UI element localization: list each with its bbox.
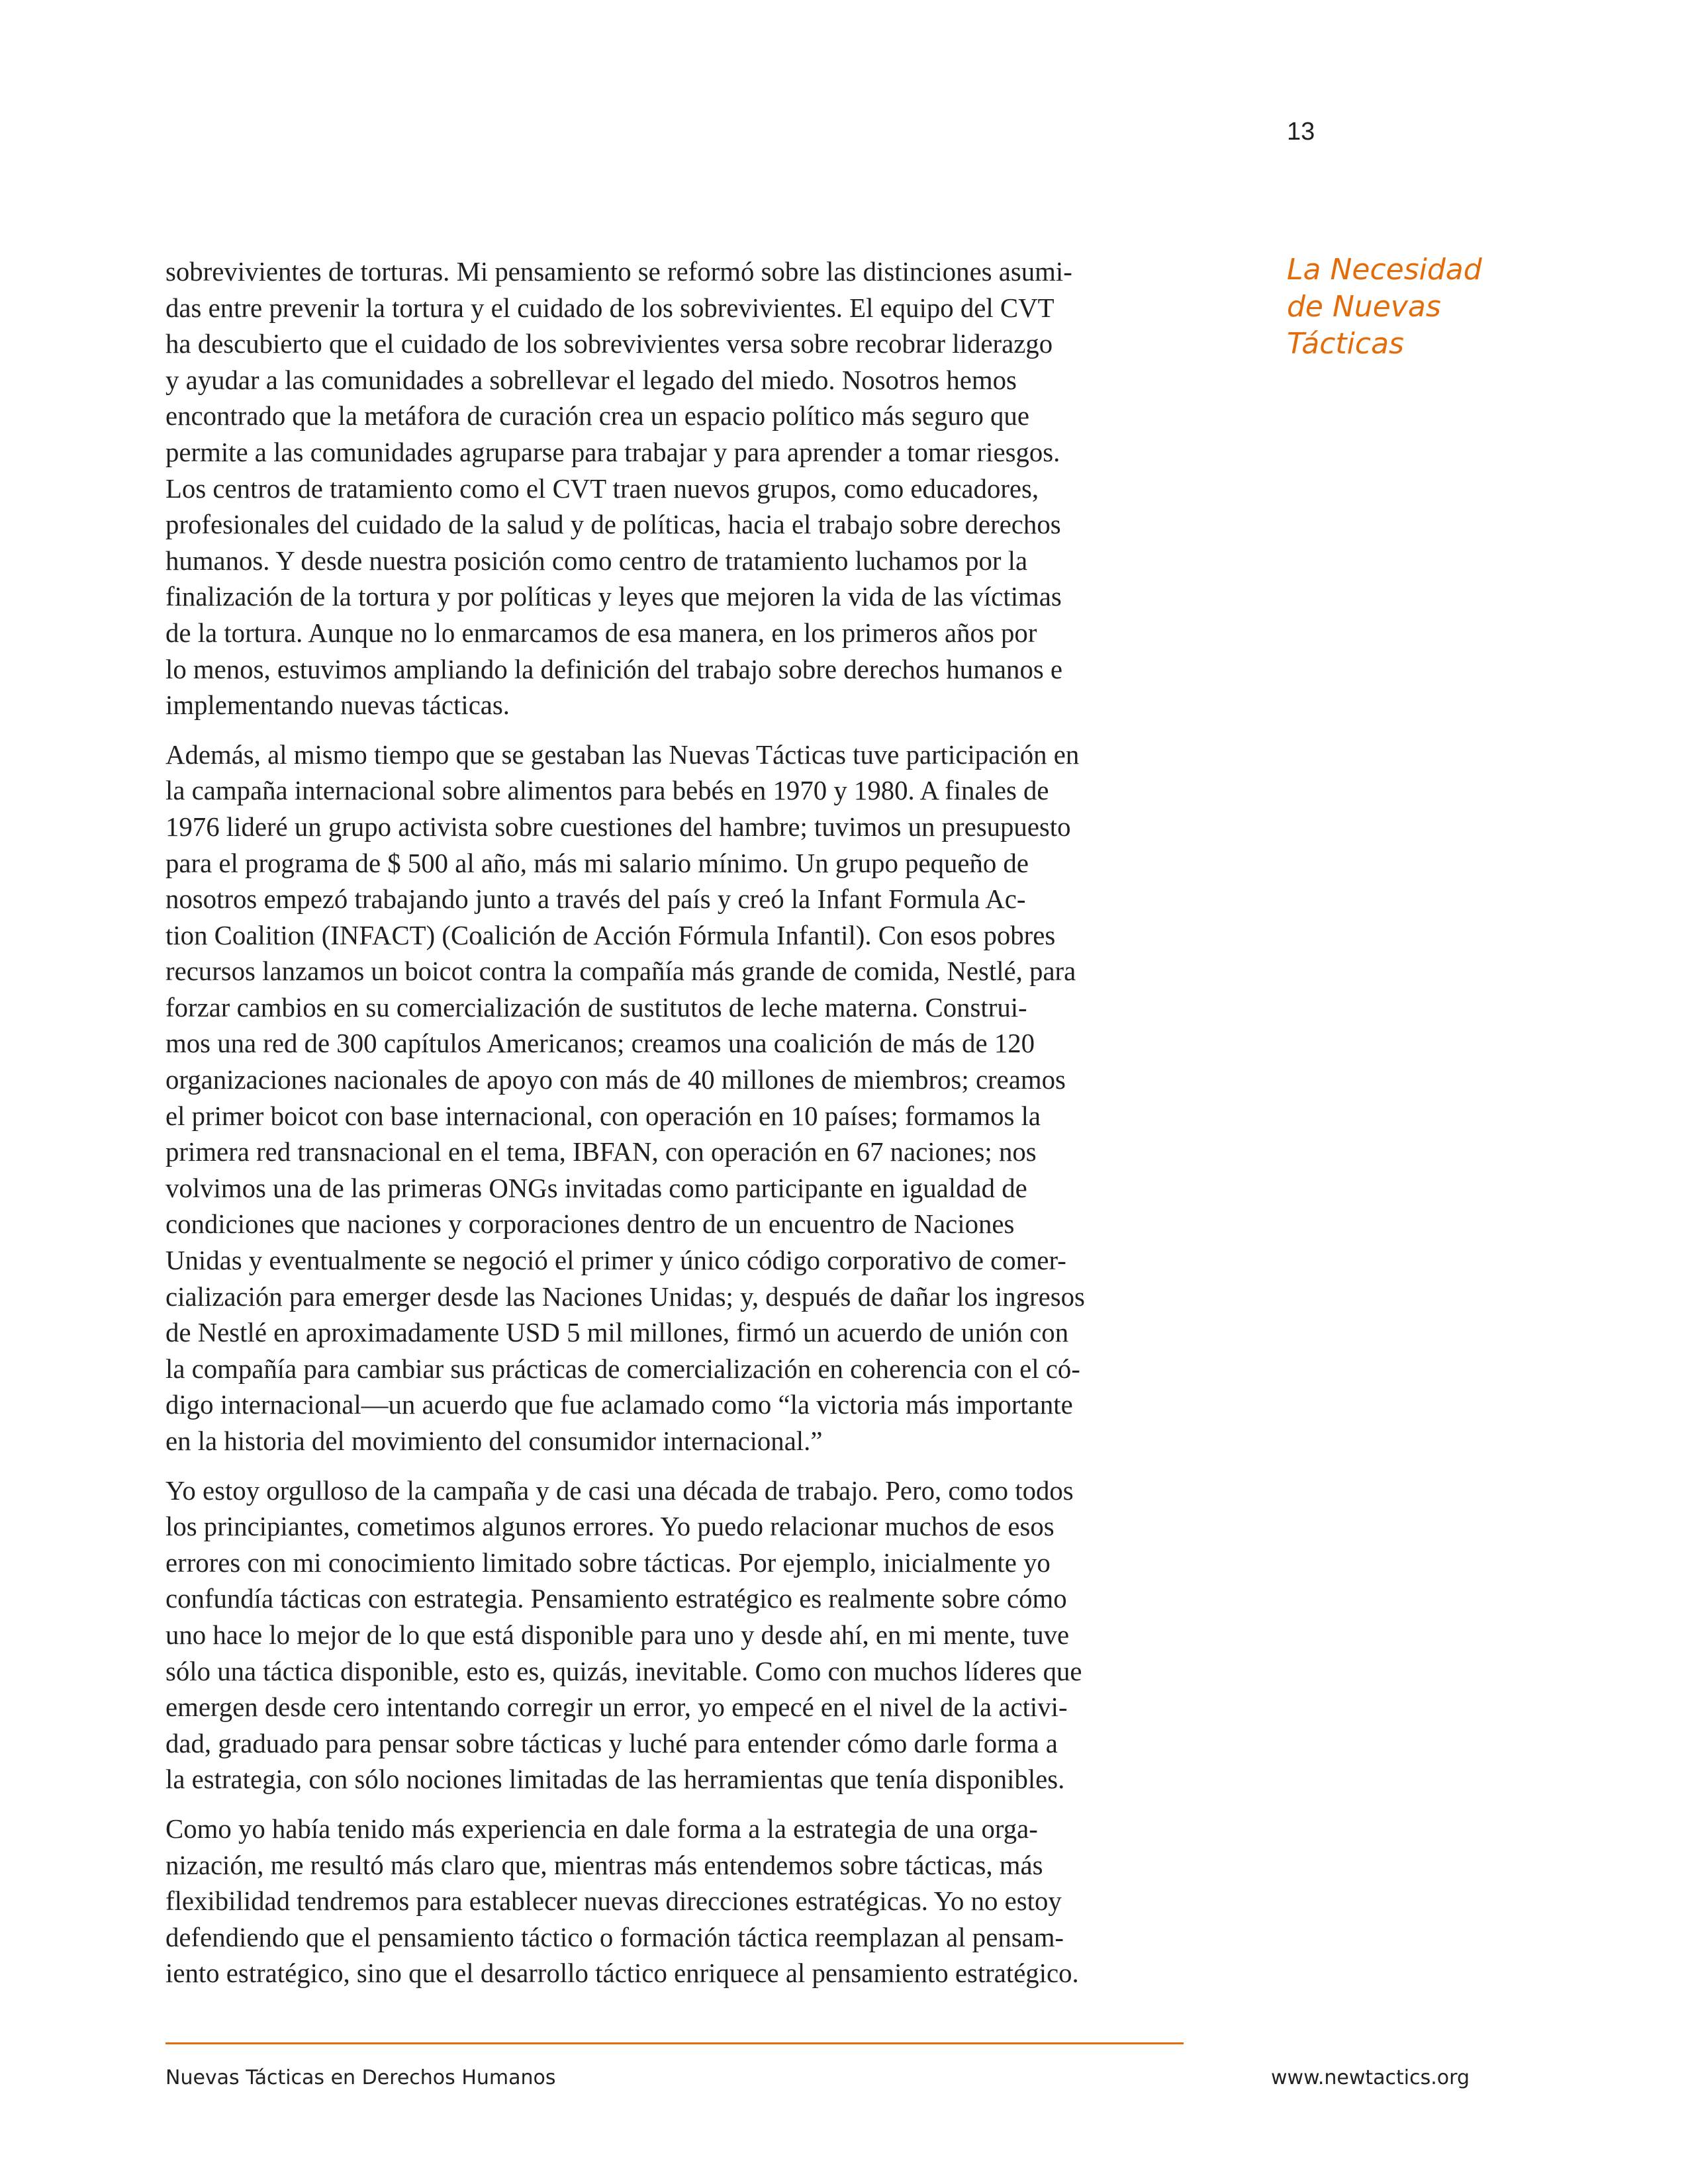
- body-text: [165, 254, 1185, 2005]
- paragraph-4: [165, 1811, 1185, 1992]
- text-line: el primer boicot con base internacional, con operación en 10 países; formamos la: [165, 1101, 1041, 1131]
- text-line: nización, me resultó más claro que, mientras más entendemos sobre tácticas, más: [165, 1850, 1043, 1880]
- text-line: la compañía para cambiar sus prácticas de comercialización en coherencia con el có-: [165, 1353, 1080, 1384]
- text-line: ha descubierto que el cuidado de los sobrevivientes versa sobre recobrar liderazgo: [165, 329, 1053, 359]
- text-line: implementando nuevas tácticas.: [165, 690, 510, 721]
- section-heading-line-2: de Nuevas Tácticas: [1287, 290, 1441, 361]
- text-line: tion Coalition (INFACT) (Coalición de Acción Fórmula Infantil). Con esos pobres: [165, 920, 1056, 950]
- section-heading-line-1: La Necesidad: [1287, 253, 1482, 287]
- text-line: volvimos una de las primeras ONGs invitadas como participante en igualdad de: [165, 1173, 1027, 1203]
- text-line: das entre prevenir la tortura y el cuidado de los sobrevivientes. El equipo del CVT: [165, 293, 1055, 323]
- text-line: primera red transnacional en el tema, IBFAN, con operación en 67 naciones; nos: [165, 1137, 1037, 1167]
- text-line: flexibilidad tendremos para establecer nuevas direcciones estratégicas. Yo no estoy: [165, 1886, 1062, 1917]
- footer-publication-title: Nuevas Tácticas en Derechos Humanos: [165, 2066, 556, 2089]
- text-line: de la tortura. Aunque no lo enmarcamos de esa manera, en los primeros años por: [165, 617, 1037, 648]
- text-line: los principiantes, cometimos algunos errores. Yo puedo relacionar muchos de esos: [165, 1512, 1055, 1542]
- text-line: confundía tácticas con estrategia. Pensamiento estratégico es realmente sobre cómo: [165, 1584, 1067, 1614]
- text-line: humanos. Y desde nuestra posición como centro de tratamiento luchamos por la: [165, 545, 1028, 576]
- text-line: Como yo había tenido más experiencia en dale forma a la estrategia de una orga-: [165, 1813, 1038, 1844]
- text-line: Unidas y eventualmente se negoció el primer y único código corporativo de comer-: [165, 1246, 1066, 1276]
- text-line: emergen desde cero intentando corregir un error, yo empecé en el nivel de la activi-: [165, 1692, 1068, 1723]
- text-line: permite a las comunidades agruparse para trabajar y para aprender a tomar riesgos.: [165, 437, 1060, 467]
- text-line: en la historia del movimiento del consumidor internacional.”: [165, 1426, 823, 1456]
- text-line: uno hace lo mejor de lo que está disponible para uno y desde ahí, en mi mente, tuve: [165, 1619, 1070, 1650]
- page-number: 13: [1287, 118, 1315, 146]
- text-line: condiciones que naciones y corporaciones dentro de un encuentro de Naciones: [165, 1209, 1015, 1240]
- paragraph-3: [165, 1473, 1185, 1798]
- text-line: sobrevivientes de torturas. Mi pensamiento se reformó sobre las distinciones asumi-: [165, 257, 1072, 287]
- text-line: forzar cambios en su comercialización de sustitutos de leche materna. Construi-: [165, 992, 1027, 1023]
- text-line: lo menos, estuvimos ampliando la definición del trabajo sobre derechos humanos e: [165, 654, 1063, 684]
- text-line: finalización de la tortura y por políticas y leyes que mejoren la vida de las víctimas: [165, 582, 1062, 612]
- text-line: Además, al mismo tiempo que se gestaban las Nuevas Tácticas tuve participación en: [165, 739, 1080, 770]
- text-line: iento estratégico, sino que el desarrollo táctico enriquece al pensamiento estratégico.: [165, 1958, 1079, 1989]
- footer-website-link[interactable]: www.newtactics.org: [1271, 2066, 1470, 2089]
- footer-divider: [165, 2042, 1184, 2044]
- paragraph-2: [165, 737, 1185, 1460]
- text-line: dad, graduado para pensar sobre tácticas y luché para entender cómo darle forma a: [165, 1728, 1058, 1758]
- text-line: recursos lanzamos un boicot contra la compañía más grande de comida, Nestlé, para: [165, 956, 1076, 987]
- text-line: digo internacional—un acuerdo que fue aclamado como “la victoria más importante: [165, 1390, 1073, 1420]
- text-line: la estrategia, con sólo nociones limitadas de las herramientas que tenía disponibles.: [165, 1764, 1065, 1795]
- text-line: errores con mi conocimiento limitado sobre tácticas. Por ejemplo, inicialmente yo: [165, 1547, 1051, 1578]
- text-line: defendiendo que el pensamiento táctico o formación táctica reemplazan al pensam-: [165, 1922, 1064, 1952]
- text-line: 1976 lideré un grupo activista sobre cuestiones del hambre; tuvimos un presupuesto: [165, 811, 1071, 842]
- text-line: y ayudar a las comunidades a sobrellevar el legado del miedo. Nosotros hemos: [165, 365, 1017, 395]
- text-line: de Nestlé en aproximadamente USD 5 mil millones, firmó un acuerdo de unión con: [165, 1318, 1069, 1348]
- paragraph-1: [165, 254, 1185, 724]
- text-line: Los centros de tratamiento como el CVT traen nuevos grupos, como educadores,: [165, 473, 1039, 504]
- text-line: nosotros empezó trabajando junto a través del país y creó la Infant Formula Ac-: [165, 884, 1026, 915]
- text-line: para el programa de $ 500 al año, más mi salario mínimo. Un grupo pequeño de: [165, 848, 1029, 878]
- text-line: mos una red de 300 capítulos Americanos; creamos una coalición de más de 120: [165, 1028, 1035, 1059]
- text-line: encontrado que la metáfora de curación crea un espacio político más seguro que: [165, 401, 1029, 432]
- text-line: sólo una táctica disponible, esto es, quizás, inevitable. Como con muchos líderes que: [165, 1656, 1082, 1686]
- text-line: profesionales del cuidado de la salud y de políticas, hacia el trabajo sobre derechos: [165, 510, 1061, 540]
- text-line: cialización para emerger desde las Naciones Unidas; y, después de dañar los ingresos: [165, 1281, 1085, 1312]
- text-line: la campaña internacional sobre alimentos para bebés en 1970 y 1980. A finales de: [165, 776, 1049, 806]
- text-line: organizaciones nacionales de apoyo con más de 40 millones de miembros; creamos: [165, 1065, 1066, 1095]
- text-line: Yo estoy orgulloso de la campaña y de casi una década de trabajo. Pero, como todos: [165, 1475, 1074, 1506]
- section-heading: [1287, 251, 1565, 363]
